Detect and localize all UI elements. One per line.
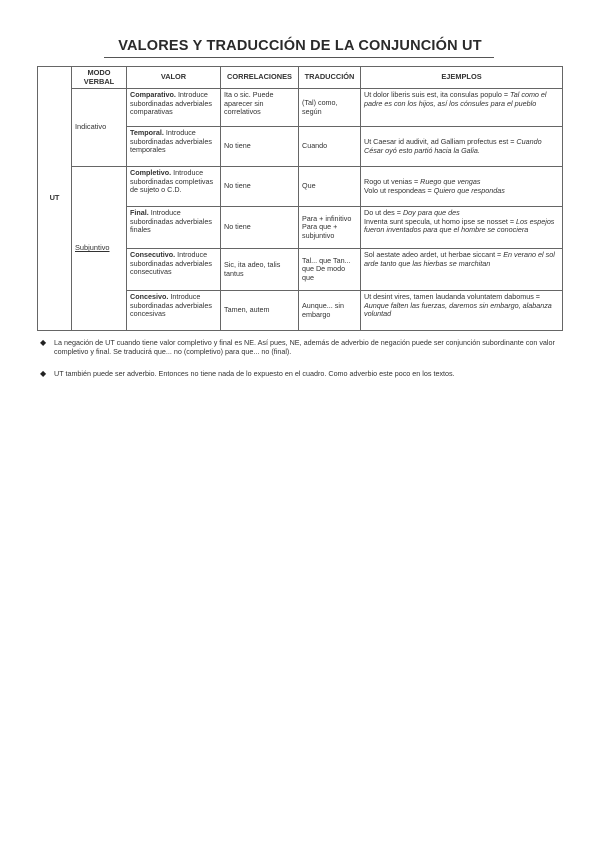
header-correlaciones: CORRELACIONES <box>221 67 299 89</box>
ejemplo-latin: Ut desint vires, tamen laudanda voluntatem dabomus = <box>364 292 540 301</box>
valor-name: Concesivo. <box>130 292 169 301</box>
ejemplo-cell <box>361 127 563 167</box>
valor-name: Final. <box>130 208 149 217</box>
valor-cell <box>127 291 221 331</box>
correlaciones-cell: No tiene <box>221 207 299 249</box>
ejemplo-latin: Ut Caesar id audivit, ad Galliam profectus est = <box>364 136 515 146</box>
ejemplo-latin: Ut dolor liberis suis est, ita consulas populo = <box>364 90 509 99</box>
valor-name: Completivo. <box>130 168 172 177</box>
valor-desc: Introduce subordinadas adverbiales concesivas <box>130 292 212 319</box>
mode-label: Subjuntivo <box>75 243 110 253</box>
ejemplo-es-2: Los espejos fueron inventados para que el hombre se conociera <box>364 216 555 235</box>
ejemplo-latin: Do ut des = <box>364 208 401 217</box>
correlaciones-cell: Tamen, autem <box>221 291 299 331</box>
ejemplo-cell <box>361 291 563 331</box>
valor-name: Temporal. <box>130 128 164 137</box>
note-text: UT también puede ser adverbio. Entonces no tiene nada de lo expuesto en el cuadro. Como adverbio este poco en los textos. <box>54 369 455 378</box>
traduccion-cell: Que <box>299 167 361 207</box>
ejemplo-es-2: Quiero que respondas <box>433 185 505 195</box>
conjunction-label: UT <box>38 67 72 331</box>
ejemplo-es: Tal como el padre es con los hijos, así los cónsules para el pueblo <box>364 90 547 108</box>
ejemplo-cell <box>361 89 563 127</box>
table-row <box>38 89 563 127</box>
header-valor: VALOR <box>127 67 221 89</box>
ejemplo-latin: Rogo ut venias = <box>364 176 419 186</box>
correlaciones-cell: Sic, ita adeo, talis tantus <box>221 249 299 291</box>
note-adverb <box>40 369 560 378</box>
ejemplo-latin: Sol aestate adeo ardet, ut herbae siccant = <box>364 250 502 259</box>
mode-indicativo <box>72 89 127 167</box>
traduccion-cell: Para + infinitivo Para que + subjuntivo <box>299 207 361 249</box>
valor-cell <box>127 207 221 249</box>
valor-desc: Introduce subordinadas adverbiales comparativas <box>130 90 212 117</box>
diamond-bullet-icon: ◆ <box>40 338 47 347</box>
ejemplo-cell <box>361 167 563 207</box>
correlaciones-cell: No tiene <box>221 167 299 207</box>
valor-cell <box>127 167 221 207</box>
mode-subjuntivo <box>72 167 127 331</box>
valor-desc: Introduce subordinadas completivas de sujeto o C.D. <box>130 168 214 195</box>
header-traduccion: TRADUCCIÓN <box>299 67 361 89</box>
traduccion-cell: (Tal) como, según <box>299 89 361 127</box>
conjunction-table <box>37 66 563 331</box>
valor-name: Consecutivo. <box>130 250 176 259</box>
mode-label: Indicativo <box>75 122 107 132</box>
ejemplo-latin-2: Volo ut respondeas = <box>364 185 432 195</box>
note-text: La negación de UT cuando tiene valor completivo y final es NE. Así pues, NE, además de adverbio de negación puede ser conjunción subordinante con valor completivo y final. Se traducirá que... no (completivo) para que... no (final). <box>54 338 555 356</box>
traduccion-cell: Aunque... sin embargo <box>299 291 361 331</box>
correlaciones-cell: No tiene <box>221 127 299 167</box>
diamond-bullet-icon: ◆ <box>40 369 47 378</box>
header-ejemplos: EJEMPLOS <box>361 67 563 89</box>
valor-cell <box>127 89 221 127</box>
header-row <box>38 67 563 89</box>
correlaciones-cell: Ita o sic. Puede aparecer sin correlativos <box>221 89 299 127</box>
page-title: VALORES Y TRADUCCIÓN DE LA CONJUNCIÓN UT <box>118 38 482 54</box>
ejemplo-es: Cuando César oyó esto partió hacia la Galia. <box>364 136 542 155</box>
ejemplo-es: Ruego que vengas <box>420 176 481 186</box>
note-negation <box>40 338 560 356</box>
valor-desc: Introduce subordinadas adverbiales consecutivas <box>130 250 212 277</box>
header-modo: MODO VERBAL <box>72 67 127 89</box>
ejemplo-cell <box>361 249 563 291</box>
traduccion-cell: Tal... que Tan... que De modo que <box>299 249 361 291</box>
traduccion-cell: Cuando <box>299 127 361 167</box>
valor-name: Comparativo. <box>130 90 176 99</box>
ejemplo-latin-2: Inventa sunt specula, ut homo ipse se nosset = <box>364 216 515 226</box>
title-underline <box>104 57 494 58</box>
ejemplo-cell <box>361 207 563 249</box>
ejemplo-es: Aunque falten las fuerzas, daremos sin embargo, alabanza voluntad <box>364 300 552 319</box>
valor-desc: Introduce subordinadas adverbiales temporales <box>130 128 212 155</box>
valor-cell <box>127 127 221 167</box>
ejemplo-es: En verano el sol arde tanto que las hierbas se marchitan <box>364 250 555 268</box>
table-row <box>38 167 563 207</box>
ejemplo-es: Doy para que des <box>402 208 460 217</box>
valor-cell <box>127 249 221 291</box>
valor-desc: Introduce subordinadas adverbiales finales <box>130 208 212 235</box>
